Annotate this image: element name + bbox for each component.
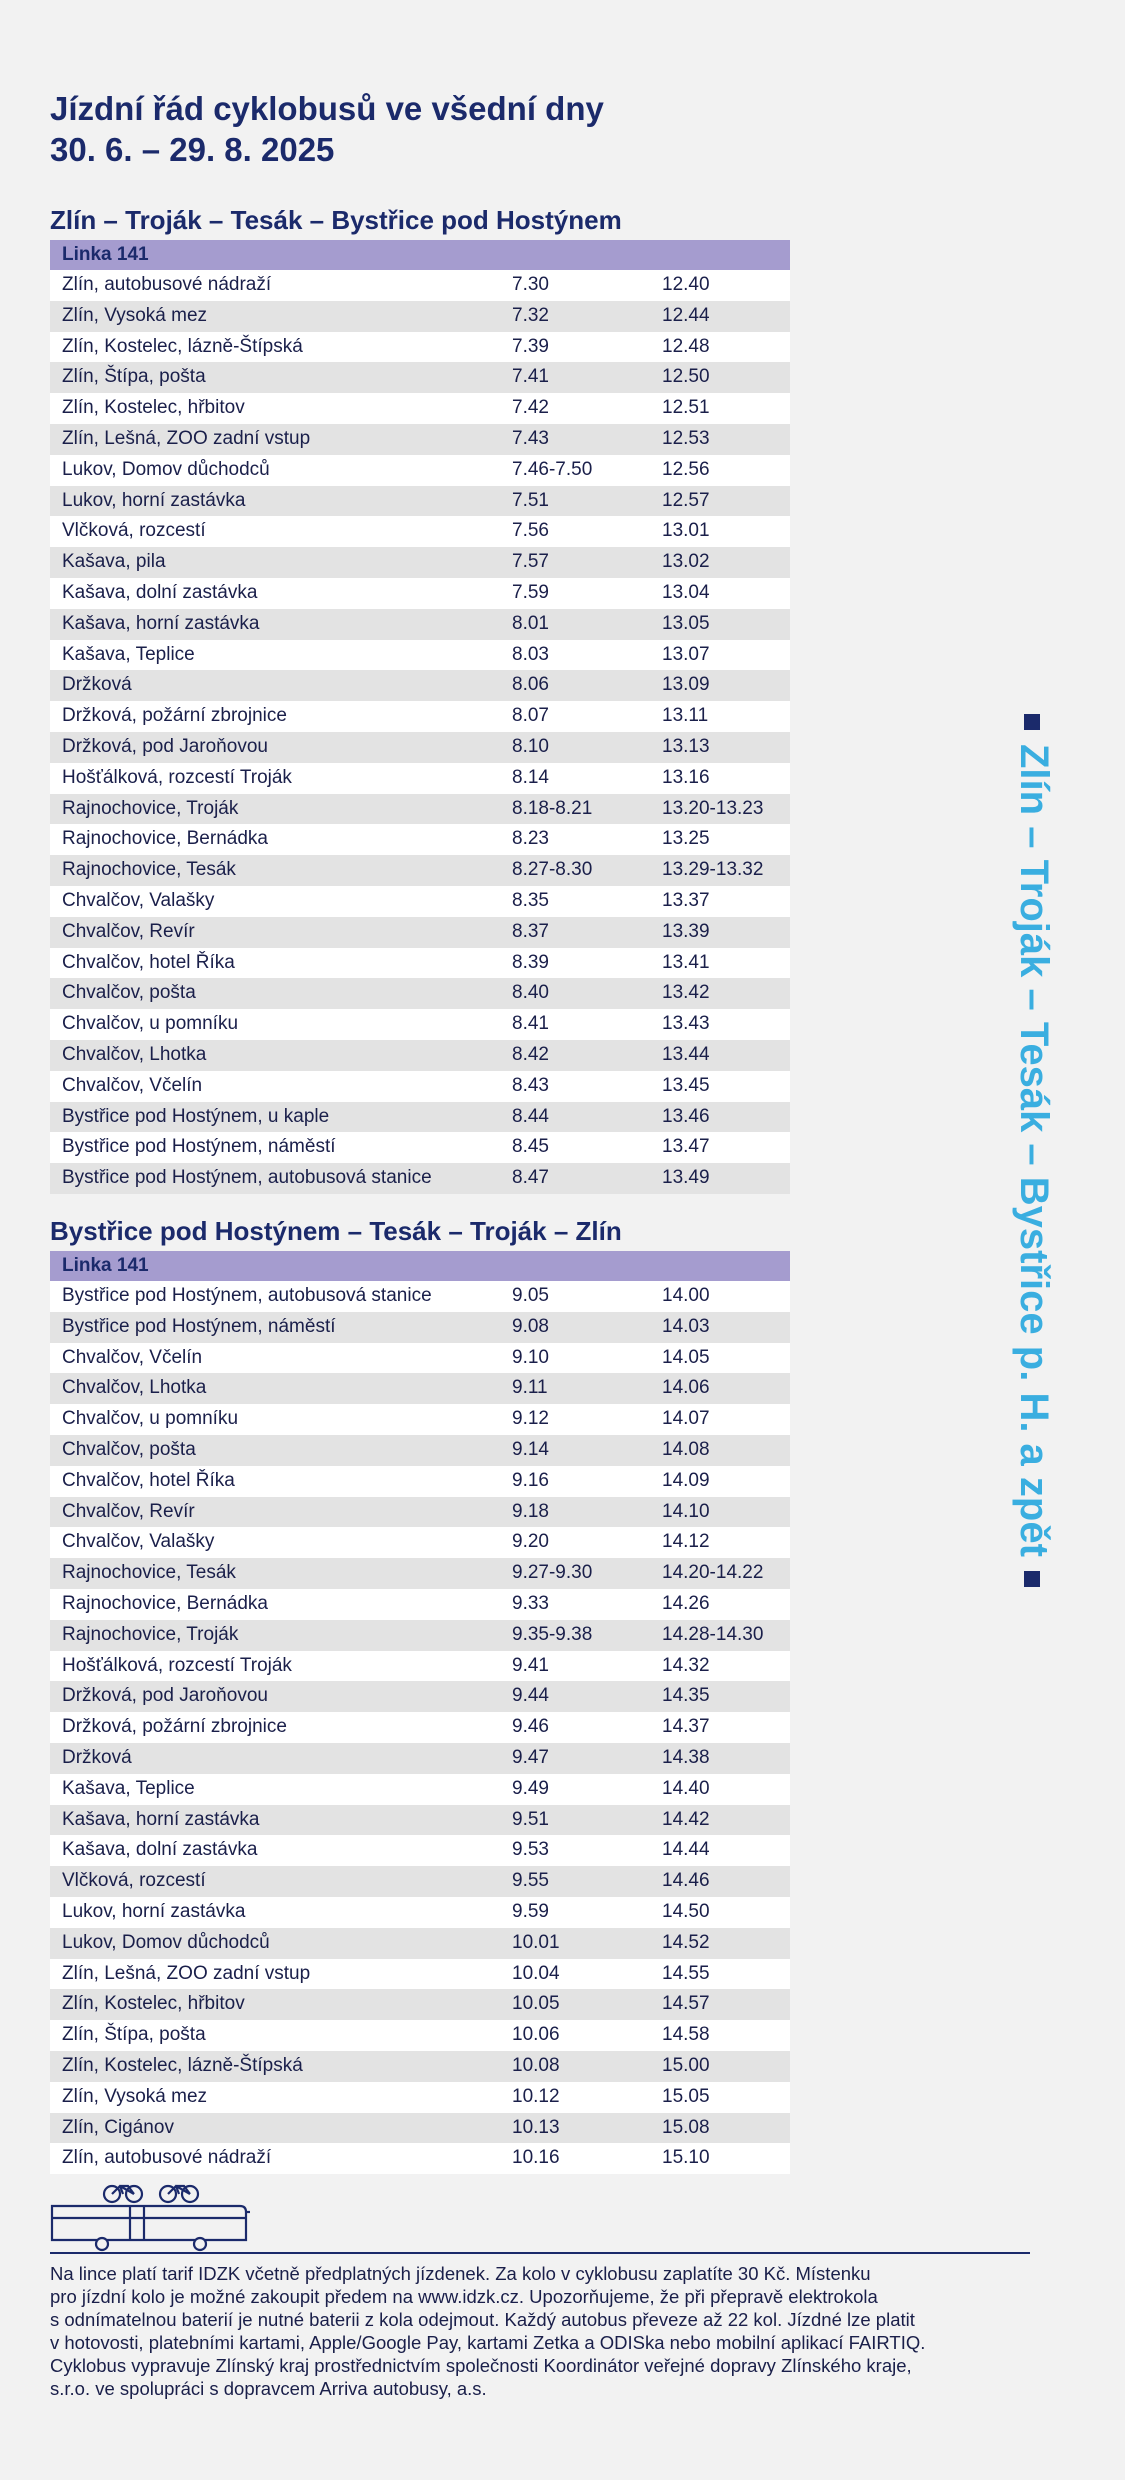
departure-time-2: 14.08 bbox=[662, 1438, 710, 1460]
departure-time-1: 9.18 bbox=[512, 1500, 549, 1522]
departure-time-2: 12.51 bbox=[662, 397, 710, 419]
stop-name: Rajnochovice, Bernádka bbox=[62, 1592, 268, 1614]
table-row bbox=[50, 1466, 790, 1497]
departure-time-2: 13.45 bbox=[662, 1074, 710, 1096]
departure-time-2: 14.20-14.22 bbox=[662, 1562, 764, 1584]
departure-time-2: 13.41 bbox=[662, 951, 710, 973]
stop-name: Chvalčov, hotel Říka bbox=[62, 1469, 235, 1491]
stop-name: Zlín, Cigánov bbox=[62, 2116, 174, 2138]
table-row bbox=[50, 794, 790, 825]
stop-name: Držková, požární zbrojnice bbox=[62, 705, 287, 727]
stop-name: Kašava, dolní zastávka bbox=[62, 581, 258, 603]
departure-time-2: 14.09 bbox=[662, 1469, 710, 1491]
stop-name: Držková bbox=[62, 1746, 132, 1768]
table-row bbox=[50, 578, 790, 609]
departure-time-2: 14.00 bbox=[662, 1285, 710, 1306]
departure-time-1: 9.53 bbox=[512, 1839, 549, 1861]
departure-time-1: 9.05 bbox=[512, 1285, 549, 1306]
timetable-rows bbox=[50, 1281, 790, 2174]
stop-name: Chvalčov, pošta bbox=[62, 1438, 196, 1460]
stop-name: Chvalčov, pošta bbox=[62, 982, 196, 1004]
stop-name: Lukov, horní zastávka bbox=[62, 1900, 246, 1922]
table-row bbox=[50, 670, 790, 701]
departure-time-1: 10.13 bbox=[512, 2116, 560, 2138]
departure-time-2: 14.46 bbox=[662, 1870, 710, 1892]
departure-time-1: 8.44 bbox=[512, 1105, 549, 1127]
side-route-label bbox=[1011, 700, 1057, 1601]
table-row bbox=[50, 886, 790, 917]
stop-name: Zlín, Vysoká mez bbox=[62, 2085, 208, 2107]
note-line: Na lince platí tarif IDZK včetně předplatných jízdenek. Za kolo v cyklobusu zaplatíte 30 Kč. Místenku bbox=[50, 2263, 871, 2284]
table-row bbox=[50, 332, 790, 363]
note-line: s.r.o. ve spolupráci s dopravcem Arriva autobusy, a.s. bbox=[50, 2378, 487, 2399]
departure-time-1: 9.46 bbox=[512, 1716, 549, 1738]
departure-time-2: 14.10 bbox=[662, 1500, 710, 1522]
stop-name: Chvalčov, Včelín bbox=[62, 1074, 203, 1096]
departure-time-1: 8.14 bbox=[512, 766, 549, 788]
departure-time-2: 14.42 bbox=[662, 1808, 710, 1830]
table-row bbox=[50, 1040, 790, 1071]
stop-name: Hošťálková, rozcestí Troják bbox=[62, 766, 292, 788]
departure-time-2: 13.05 bbox=[662, 612, 710, 634]
stop-name: Držková, pod Jaroňovou bbox=[62, 735, 268, 757]
departure-time-2: 13.01 bbox=[662, 520, 710, 542]
table-row bbox=[50, 1373, 790, 1404]
table-row bbox=[50, 948, 790, 979]
section-heading-outbound: Zlín – Troják – Tesák – Bystřice pod Hostýnem bbox=[50, 205, 622, 235]
stop-name: Chvalčov, hotel Říka bbox=[62, 951, 235, 973]
departure-time-1: 10.12 bbox=[512, 2085, 560, 2107]
departure-time-1: 7.57 bbox=[512, 551, 549, 573]
table-row bbox=[50, 1281, 790, 1312]
departure-time-2: 14.57 bbox=[662, 1993, 710, 2015]
departure-time-1: 9.12 bbox=[512, 1408, 549, 1430]
table-row bbox=[50, 1712, 790, 1743]
departure-time-2: 14.37 bbox=[662, 1716, 710, 1738]
table-row bbox=[50, 2051, 790, 2082]
departure-time-2: 15.00 bbox=[662, 2054, 710, 2076]
departure-time-2: 14.40 bbox=[662, 1777, 710, 1799]
table-row bbox=[50, 486, 790, 517]
departure-time-2: 13.13 bbox=[662, 735, 710, 757]
departure-time-2: 15.05 bbox=[662, 2085, 710, 2107]
table-row bbox=[50, 424, 790, 455]
table-row bbox=[50, 1071, 790, 1102]
stop-name: Držková, pod Jaroňovou bbox=[62, 1685, 268, 1707]
timetable-return bbox=[50, 1251, 790, 2174]
bus-with-bicycles-icon bbox=[50, 2178, 250, 2257]
departure-time-1: 9.59 bbox=[512, 1900, 549, 1922]
departure-time-1: 10.01 bbox=[512, 1931, 560, 1953]
stop-name: Kašava, Teplice bbox=[62, 1777, 195, 1799]
departure-time-2: 13.43 bbox=[662, 1013, 710, 1035]
table-row bbox=[50, 855, 790, 886]
departure-time-1: 8.42 bbox=[512, 1043, 549, 1065]
departure-time-1: 8.41 bbox=[512, 1013, 549, 1035]
table-row bbox=[50, 1163, 790, 1194]
stop-name: Vlčková, rozcestí bbox=[62, 1870, 206, 1892]
departure-time-1: 9.33 bbox=[512, 1592, 549, 1614]
departure-time-2: 14.55 bbox=[662, 1962, 710, 1984]
stop-name: Bystřice pod Hostýnem, náměstí bbox=[62, 1136, 336, 1158]
stop-name: Chvalčov, Lhotka bbox=[62, 1377, 207, 1399]
departure-time-2: 12.56 bbox=[662, 458, 710, 480]
table-row bbox=[50, 1774, 790, 1805]
divider-line bbox=[50, 2252, 1030, 2254]
departure-time-1: 9.08 bbox=[512, 1315, 549, 1337]
table-row bbox=[50, 362, 790, 393]
table-row bbox=[50, 2020, 790, 2051]
stop-name: Zlín, Kostelec, lázně-Štípská bbox=[62, 2054, 303, 2076]
departure-time-2: 13.09 bbox=[662, 674, 710, 696]
departure-time-2: 14.50 bbox=[662, 1900, 710, 1922]
departure-time-2: 12.40 bbox=[662, 274, 710, 295]
departure-time-2: 13.44 bbox=[662, 1043, 710, 1065]
table-row bbox=[50, 824, 790, 855]
departure-time-1: 7.39 bbox=[512, 335, 549, 357]
stop-name: Vlčková, rozcestí bbox=[62, 520, 206, 542]
stop-name: Rajnochovice, Troják bbox=[62, 1623, 239, 1645]
departure-time-1: 10.08 bbox=[512, 2054, 560, 2076]
table-row bbox=[50, 1928, 790, 1959]
table-row bbox=[50, 2082, 790, 2113]
table-row bbox=[50, 2143, 790, 2174]
side-route-text: Zlín – Troják – Tesák – Bystřice p. H. a zpět bbox=[1012, 744, 1056, 1557]
departure-time-2: 13.16 bbox=[662, 766, 710, 788]
timetable-rows bbox=[50, 270, 790, 1194]
table-row bbox=[50, 393, 790, 424]
departure-time-2: 13.37 bbox=[662, 889, 710, 911]
stop-name: Zlín, Štípa, pošta bbox=[62, 2024, 206, 2046]
stop-name: Bystřice pod Hostýnem, náměstí bbox=[62, 1315, 336, 1337]
stop-name: Chvalčov, Včelín bbox=[62, 1346, 203, 1368]
stop-name: Bystřice pod Hostýnem, autobusová stanice bbox=[62, 1285, 432, 1306]
departure-time-2: 13.42 bbox=[662, 982, 710, 1004]
table-row bbox=[50, 1835, 790, 1866]
table-row bbox=[50, 1897, 790, 1928]
stop-name: Chvalčov, Revír bbox=[62, 920, 195, 942]
departure-time-2: 13.07 bbox=[662, 643, 710, 665]
stop-name: Chvalčov, u pomníku bbox=[62, 1408, 239, 1430]
table-row bbox=[50, 1435, 790, 1466]
departure-time-1: 9.14 bbox=[512, 1438, 549, 1460]
departure-time-2: 12.48 bbox=[662, 335, 710, 357]
departure-time-1: 7.56 bbox=[512, 520, 549, 542]
table-row bbox=[50, 732, 790, 763]
stop-name: Bystřice pod Hostýnem, u kaple bbox=[62, 1105, 330, 1127]
stop-name: Kašava, Teplice bbox=[62, 643, 195, 665]
departure-time-2: 14.03 bbox=[662, 1315, 710, 1337]
departure-time-1: 9.11 bbox=[512, 1377, 548, 1399]
stop-name: Zlín, Štípa, pošta bbox=[62, 366, 206, 388]
departure-time-1: 8.06 bbox=[512, 674, 549, 696]
departure-time-1: 8.18-8.21 bbox=[512, 797, 593, 819]
departure-time-2: 13.02 bbox=[662, 551, 710, 573]
stop-name: Bystřice pod Hostýnem, autobusová stanice bbox=[62, 1167, 432, 1189]
stop-name: Zlín, Kostelec, lázně-Štípská bbox=[62, 335, 303, 357]
table-row bbox=[50, 1527, 790, 1558]
departure-time-1: 9.55 bbox=[512, 1870, 549, 1892]
title-line-1: Jízdní řád cyklobusů ve všední dny bbox=[50, 90, 604, 127]
stop-name: Hošťálková, rozcestí Troják bbox=[62, 1654, 292, 1676]
departure-time-1: 8.10 bbox=[512, 735, 549, 757]
line-label: Linka 141 bbox=[50, 1251, 790, 1281]
table-row bbox=[50, 1589, 790, 1620]
departure-time-1: 10.06 bbox=[512, 2024, 560, 2046]
departure-time-2: 13.11 bbox=[662, 705, 709, 727]
departure-time-2: 13.46 bbox=[662, 1105, 710, 1127]
stop-name: Rajnochovice, Bernádka bbox=[62, 828, 268, 850]
departure-time-1: 9.49 bbox=[512, 1777, 549, 1799]
departure-time-2: 13.39 bbox=[662, 920, 710, 942]
table-row bbox=[50, 301, 790, 332]
departure-time-2: 12.44 bbox=[662, 304, 710, 326]
departure-time-1: 7.32 bbox=[512, 304, 549, 326]
departure-time-2: 12.57 bbox=[662, 489, 710, 511]
stop-name: Kašava, horní zastávka bbox=[62, 612, 260, 634]
departure-time-1: 8.39 bbox=[512, 951, 549, 973]
departure-time-2: 14.28-14.30 bbox=[662, 1623, 764, 1645]
table-row bbox=[50, 701, 790, 732]
stop-name: Chvalčov, Revír bbox=[62, 1500, 195, 1522]
departure-time-2: 14.58 bbox=[662, 2024, 710, 2046]
departure-time-1: 8.40 bbox=[512, 982, 549, 1004]
departure-time-1: 8.47 bbox=[512, 1167, 549, 1189]
departure-time-1: 8.01 bbox=[512, 612, 549, 634]
square-bullet-icon bbox=[1024, 1571, 1040, 1587]
departure-time-1: 9.47 bbox=[512, 1746, 549, 1768]
departure-time-1: 9.41 bbox=[512, 1654, 549, 1676]
table-row bbox=[50, 547, 790, 578]
departure-time-2: 14.12 bbox=[662, 1531, 710, 1553]
table-row bbox=[50, 1989, 790, 2020]
note-line: pro jízdní kolo je možné zakoupit předem na www.idzk.cz. Upozorňujeme, že při přepravě elektrokola bbox=[50, 2286, 878, 2307]
departure-time-1: 8.03 bbox=[512, 643, 549, 665]
departure-time-1: 9.44 bbox=[512, 1685, 549, 1707]
departure-time-1: 8.35 bbox=[512, 889, 549, 911]
fare-note bbox=[50, 2262, 1040, 2400]
stop-name: Chvalčov, Valašky bbox=[62, 1531, 215, 1553]
note-line: v hotovosti, platebními kartami, Apple/Google Pay, kartami Zetka a ODISka nebo mobilní aplikací FAIRTIQ. bbox=[50, 2332, 926, 2353]
page-title bbox=[50, 88, 604, 170]
table-row bbox=[50, 609, 790, 640]
stop-name: Kašava, dolní zastávka bbox=[62, 1839, 258, 1861]
departure-time-2: 14.38 bbox=[662, 1746, 710, 1768]
departure-time-2: 13.29-13.32 bbox=[662, 859, 764, 881]
departure-time-2: 14.44 bbox=[662, 1839, 710, 1861]
departure-time-2: 14.05 bbox=[662, 1346, 710, 1368]
departure-time-1: 7.43 bbox=[512, 427, 549, 449]
departure-time-1: 9.20 bbox=[512, 1531, 549, 1553]
departure-time-1: 9.16 bbox=[512, 1469, 549, 1491]
table-row bbox=[50, 455, 790, 486]
departure-time-1: 8.27-8.30 bbox=[512, 859, 593, 881]
departure-time-1: 9.10 bbox=[512, 1346, 549, 1368]
departure-time-2: 15.08 bbox=[662, 2116, 710, 2138]
departure-time-1: 8.45 bbox=[512, 1136, 549, 1158]
table-row bbox=[50, 1009, 790, 1040]
table-row bbox=[50, 978, 790, 1009]
table-row bbox=[50, 1959, 790, 1990]
line-label: Linka 141 bbox=[50, 240, 790, 270]
stop-name: Rajnochovice, Tesák bbox=[62, 1562, 236, 1584]
stop-name: Držková, požární zbrojnice bbox=[62, 1716, 287, 1738]
table-row bbox=[50, 1805, 790, 1836]
departure-time-1: 7.59 bbox=[512, 581, 549, 603]
stop-name: Zlín, Lešná, ZOO zadní vstup bbox=[62, 1962, 311, 1984]
table-row bbox=[50, 1312, 790, 1343]
table-row bbox=[50, 1558, 790, 1589]
departure-time-1: 8.43 bbox=[512, 1074, 549, 1096]
departure-time-2: 14.32 bbox=[662, 1654, 710, 1676]
departure-time-2: 13.04 bbox=[662, 581, 710, 603]
departure-time-1: 9.35-9.38 bbox=[512, 1623, 593, 1645]
stop-name: Zlín, Kostelec, hřbitov bbox=[62, 397, 245, 419]
departure-time-1: 7.30 bbox=[512, 274, 549, 295]
stop-name: Chvalčov, u pomníku bbox=[62, 1013, 239, 1035]
stop-name: Chvalčov, Lhotka bbox=[62, 1043, 207, 1065]
departure-time-2: 12.53 bbox=[662, 427, 710, 449]
departure-time-2: 13.47 bbox=[662, 1136, 710, 1158]
stop-name: Zlín, autobusové nádraží bbox=[62, 274, 272, 295]
table-row bbox=[50, 1651, 790, 1682]
table-row bbox=[50, 1681, 790, 1712]
table-row bbox=[50, 516, 790, 547]
stop-name: Zlín, Lešná, ZOO zadní vstup bbox=[62, 427, 311, 449]
departure-time-2: 12.50 bbox=[662, 366, 710, 388]
table-row bbox=[50, 1620, 790, 1651]
table-row bbox=[50, 917, 790, 948]
departure-time-2: 15.10 bbox=[662, 2147, 710, 2169]
stop-name: Chvalčov, Valašky bbox=[62, 889, 215, 911]
title-line-2: 30. 6. – 29. 8. 2025 bbox=[50, 131, 335, 168]
departure-time-2: 14.06 bbox=[662, 1377, 710, 1399]
timetable-outbound bbox=[50, 240, 790, 1194]
departure-time-2: 14.07 bbox=[662, 1408, 710, 1430]
stop-name: Zlín, Vysoká mez bbox=[62, 304, 208, 326]
table-row bbox=[50, 270, 790, 301]
table-row bbox=[50, 1743, 790, 1774]
departure-time-1: 10.05 bbox=[512, 1993, 560, 2015]
departure-time-2: 13.25 bbox=[662, 828, 710, 850]
stop-name: Kašava, horní zastávka bbox=[62, 1808, 260, 1830]
departure-time-1: 10.16 bbox=[512, 2147, 560, 2169]
departure-time-1: 9.27-9.30 bbox=[512, 1562, 593, 1584]
note-line: Cyklobus vypravuje Zlínský kraj prostřednictvím společnosti Koordinátor veřejné dopravy Zlínského kraje, bbox=[50, 2355, 912, 2376]
stop-name: Lukov, Domov důchodců bbox=[62, 1931, 270, 1953]
departure-time-1: 9.51 bbox=[512, 1808, 549, 1830]
stop-name: Lukov, Domov důchodců bbox=[62, 458, 270, 480]
departure-time-2: 14.35 bbox=[662, 1685, 710, 1707]
table-row bbox=[50, 640, 790, 671]
departure-time-2: 14.26 bbox=[662, 1592, 710, 1614]
departure-time-1: 7.46-7.50 bbox=[512, 458, 593, 480]
stop-name: Zlín, autobusové nádraží bbox=[62, 2147, 272, 2169]
departure-time-1: 7.41 bbox=[512, 366, 549, 388]
stop-name: Rajnochovice, Tesák bbox=[62, 859, 236, 881]
square-bullet-icon bbox=[1024, 714, 1040, 730]
stop-name: Lukov, horní zastávka bbox=[62, 489, 246, 511]
departure-time-2: 14.52 bbox=[662, 1931, 710, 1953]
section-heading-return: Bystřice pod Hostýnem – Tesák – Troják – Zlín bbox=[50, 1216, 622, 1246]
table-row bbox=[50, 763, 790, 794]
departure-time-1: 10.04 bbox=[512, 1962, 560, 1984]
departure-time-1: 8.07 bbox=[512, 705, 549, 727]
stop-name: Zlín, Kostelec, hřbitov bbox=[62, 1993, 245, 2015]
stop-name: Držková bbox=[62, 674, 132, 696]
departure-time-1: 8.37 bbox=[512, 920, 549, 942]
departure-time-2: 13.20-13.23 bbox=[662, 797, 764, 819]
table-row bbox=[50, 2113, 790, 2144]
table-row bbox=[50, 1132, 790, 1163]
stop-name: Rajnochovice, Troják bbox=[62, 797, 239, 819]
table-row bbox=[50, 1497, 790, 1528]
stop-name: Kašava, pila bbox=[62, 551, 166, 573]
table-row bbox=[50, 1343, 790, 1374]
departure-time-2: 13.49 bbox=[662, 1167, 710, 1189]
table-row bbox=[50, 1866, 790, 1897]
departure-time-1: 7.51 bbox=[512, 489, 549, 511]
departure-time-1: 8.23 bbox=[512, 828, 549, 850]
table-row bbox=[50, 1102, 790, 1133]
table-row bbox=[50, 1404, 790, 1435]
departure-time-1: 7.42 bbox=[512, 397, 549, 419]
note-line: s odnímatelnou baterií je nutné baterii z kola odejmout. Každý autobus převeze až 22 kol. Jízdné lze platit bbox=[50, 2309, 915, 2330]
